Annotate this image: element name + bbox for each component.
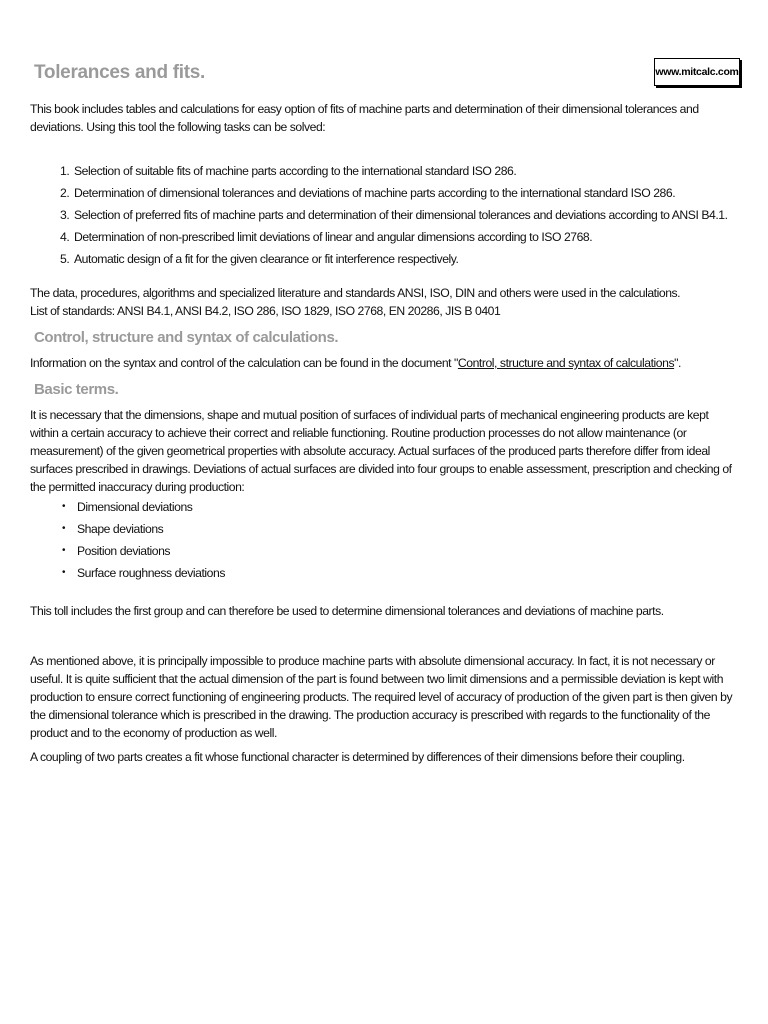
bullet-icon: •: [62, 545, 66, 556]
list-item-text: Shape deviations: [77, 522, 164, 536]
spacer: [30, 270, 738, 284]
list-item: [60, 182, 738, 204]
list-item-text: Position deviations: [77, 544, 171, 558]
list-item: [60, 160, 738, 182]
coupling-paragraph: A coupling of two parts creates a fit whose functional character is determined by differences of their dimensions before their coupling.: [30, 750, 685, 764]
list-item: [62, 562, 738, 584]
page-title: Tolerances and fits.: [34, 62, 206, 83]
list-item-text: Determination of non-prescribed limit deviations of linear and angular dimensions according to ISO 2768.: [74, 230, 593, 244]
section-title-control: Control, structure and syntax of calculations.: [34, 329, 339, 346]
list-item-text: Selection of suitable fits of machine parts according to the international standard ISO 286.: [74, 164, 517, 178]
list-item: [62, 496, 738, 518]
document-body: [30, 58, 738, 766]
data-sources-paragraph: The data, procedures, algorithms and specialized literature and standards ANSI, ISO, DIN and others were used in the calculations.: [30, 286, 681, 300]
bullet-icon: •: [62, 523, 66, 534]
list-item: [60, 226, 738, 248]
list-item: [60, 248, 738, 270]
list-item: [60, 204, 738, 226]
control-paragraph: [30, 354, 738, 372]
list-item-number: 3.: [60, 208, 70, 222]
spacer: [30, 584, 738, 602]
list-item-text: Determination of dimensional tolerances and deviations of machine parts according to the international standard ISO 286.: [74, 186, 676, 200]
list-item-number: 2.: [60, 186, 70, 200]
list-item-number: 1.: [60, 164, 70, 178]
accuracy-paragraph: As mentioned above, it is principally impossible to produce machine parts with absolute dimensional accuracy. In fact, it is not necessary or useful. It is quite sufficient that the actual dimension of the part is found between two limit dimensions and a permissible deviation is kept with production to ensure correct functioning of engineering products. The required level of accuracy of production of the given part is then given by the dimensional tolerance which is prescribed in the drawing. The production accuracy is prescribed with regards to the functionality of the product and to the economy of production as well.: [30, 654, 733, 740]
standards-list: List of standards: ANSI B4.1, ANSI B4.2, ISO 286, ISO 1829, ISO 2768, EN 20286, JIS B 0401: [30, 304, 501, 318]
list-item-text: Dimensional deviations: [77, 500, 193, 514]
list-item: [62, 518, 738, 540]
control-document-link[interactable]: Control, structure and syntax of calculations: [457, 356, 675, 370]
spacer: [30, 136, 738, 160]
task-list: [30, 160, 738, 270]
control-text-before: Information on the syntax and control of the calculation can be found in the document ": [30, 356, 458, 370]
section-title-basic-terms: Basic terms.: [34, 381, 119, 398]
first-group-paragraph: This toll includes the first group and can therefore be used to determine dimensional tolerances and deviations of machine parts.: [30, 604, 664, 618]
brand-website-badge[interactable]: www.mitcalc.com: [654, 58, 740, 86]
list-item-text: Selection of preferred fits of machine parts and determination of their dimensional tolerances and deviations according to ANSI B4.1.: [74, 208, 728, 222]
basic-terms-paragraph: It is necessary that the dimensions, shape and mutual position of surfaces of individual parts of mechanical engineering products are kept within a certain accuracy to achieve their correct and reliable functioning. Routine production processes do not allow maintenance (or measurement) of the given geometrical properties with absolute accuracy. Actual surfaces of the produced parts therefore differ from ideal surfaces prescribed in drawings. Deviations of actual surfaces are divided into four groups to enable assessment, prescription and checking of the permitted inaccuracy during production:: [30, 408, 732, 494]
list-item-number: 5.: [60, 252, 70, 266]
list-item: [62, 540, 738, 562]
bullet-icon: •: [62, 501, 66, 512]
list-item-text: Surface roughness deviations: [77, 566, 225, 580]
deviation-list: [30, 496, 738, 584]
control-text-after: ".: [674, 356, 681, 370]
spacer: [30, 620, 738, 652]
intro-paragraph: This book includes tables and calculations for easy option of fits of machine parts and determination of their dimensional tolerances and deviations. Using this tool the following tasks can be solved:: [30, 102, 699, 134]
list-item-number: 4.: [60, 230, 70, 244]
list-item-text: Automatic design of a fit for the given clearance or fit interference respectively.: [74, 252, 459, 266]
bullet-icon: •: [62, 567, 66, 578]
